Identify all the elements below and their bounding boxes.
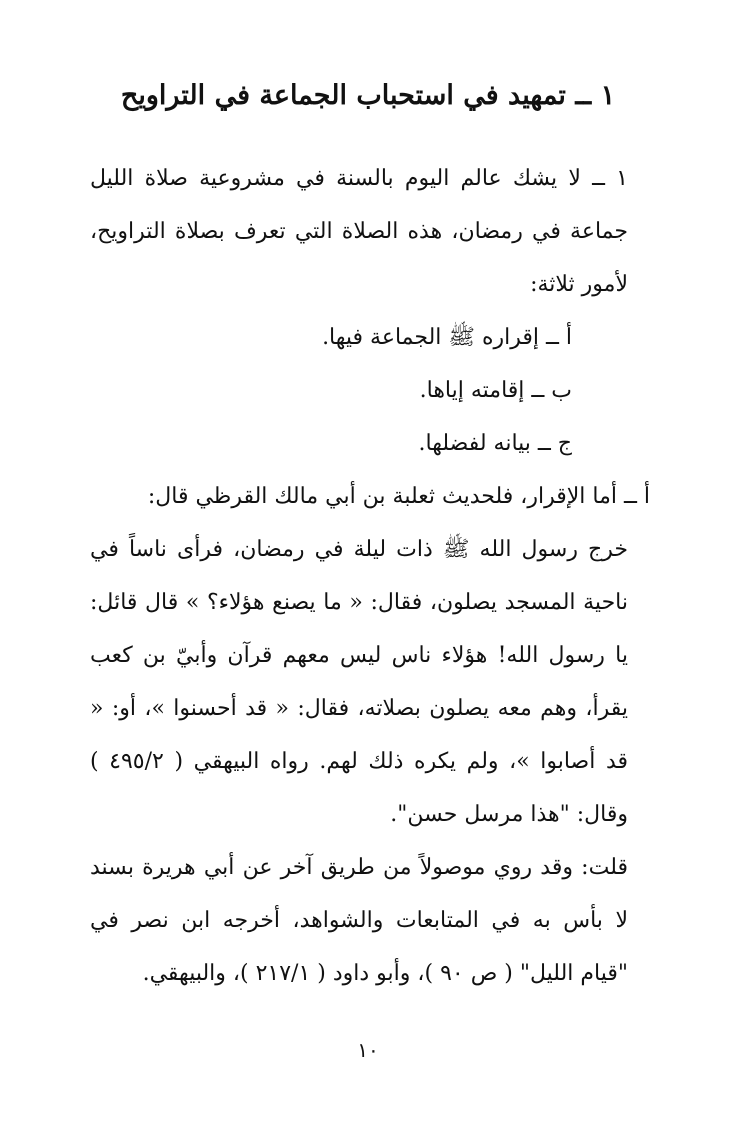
section-title: ١ ــ تمهيد في استحباب الجماعة في التراويح (120, 80, 616, 111)
hadith-paragraph: خرج رسول الله ﷺ ذات ليلة في رمضان، فرأى ناساً في ناحية المسجد يصلون، فقال: « ما يصنع هؤلاء؟ » قال قائل: يا رسول الله! هؤلاء ناس ليس معهم قرآن وأبيّ بن كعب يقرأ، وهم معه يصلون بصلاته، فقال: « قد أحسنوا »، أو: « قد أصابوا »، ولم يكره ذلك لهم. رواه البيهقي ( ٤٩٥/٢ ) وقال: "هذا مرسل حسن". (90, 537, 629, 827)
note-paragraph: قلت: وقد روي موصولاً من طريق آخر عن أبي هريرة بسند لا بأس به في المتابعات والشواهد، أخرجه ابن نصر في "قيام الليل" ( ص ٩٠ )، وأبو داود ( ٢١٧/١ )، والبيهقي. (90, 855, 628, 986)
point-a: أ ــ إقراره ﷺ الجماعة فيها. (322, 325, 572, 350)
section-a-heading: أ ــ أما الإقرار، فلحديث ثعلبة بن أبي مالك القرظي قال: (147, 484, 650, 509)
point-c: ج ــ بيانه لفضلها. (418, 431, 572, 456)
point-b: ب ــ إقامته إياها. (419, 378, 572, 403)
page-number: ١٠ (357, 1038, 379, 1062)
document-body (90, 152, 650, 1000)
intro-paragraph: ١ ــ لا يشك عالم اليوم بالسنة في مشروعية صلاة الليل جماعة في رمضان، هذه الصلاة التي تعرف بصلاة التراويح، لأمور ثلاثة: (90, 166, 628, 297)
